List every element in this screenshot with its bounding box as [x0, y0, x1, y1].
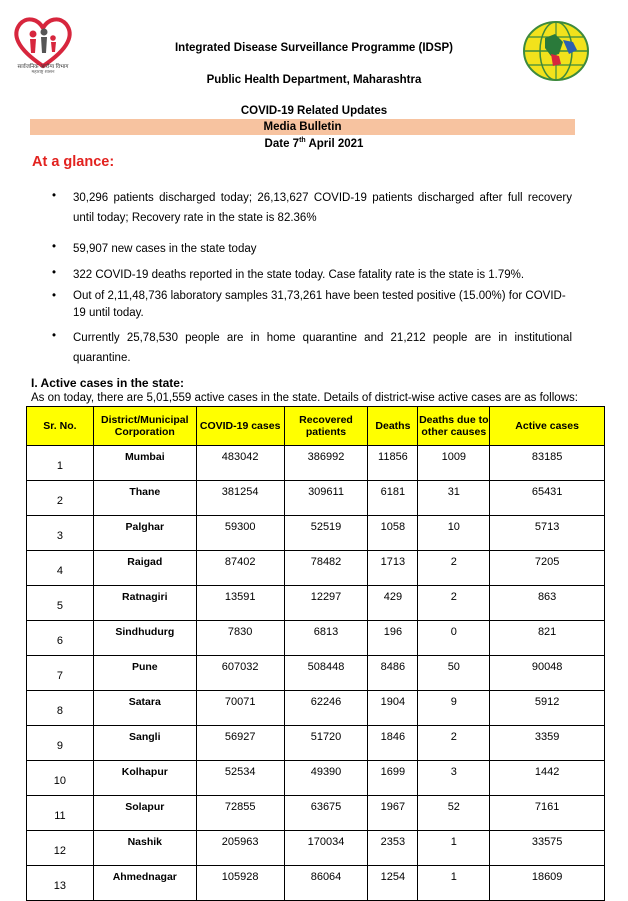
active-cell: 1442	[490, 761, 605, 796]
bullet-icon: •	[52, 190, 57, 202]
recovered-cell: 52519	[284, 516, 368, 551]
district-cell: Solapur	[93, 796, 196, 831]
table-body	[27, 446, 605, 901]
recovered-cell: 51720	[284, 726, 368, 761]
other-deaths-cell: 50	[418, 656, 490, 691]
deaths-cell: 1904	[368, 691, 418, 726]
deaths-cell: 429	[368, 586, 418, 621]
district-cell: Thane	[93, 481, 196, 516]
other-deaths-cell: 9	[418, 691, 490, 726]
covid-cases-cell: 483042	[196, 446, 284, 481]
col-header-sr-no: Sr. No.	[27, 407, 94, 446]
district-cell: Palghar	[93, 516, 196, 551]
other-deaths-cell: 1	[418, 831, 490, 866]
other-deaths-cell: 2	[418, 586, 490, 621]
active-cell: 5713	[490, 516, 605, 551]
recovered-cell: 86064	[284, 866, 368, 901]
table-row	[27, 761, 605, 796]
covid-cases-cell: 105928	[196, 866, 284, 901]
active-cell: 7205	[490, 551, 605, 586]
bullet-icon: •	[52, 267, 57, 279]
recovered-cell: 78482	[284, 551, 368, 586]
covid-cases-cell: 56927	[196, 726, 284, 761]
bullet-icon: •	[52, 241, 57, 253]
bullet-icon: •	[52, 330, 57, 342]
active-cell: 821	[490, 621, 605, 656]
sr-no-cell: 7	[27, 656, 94, 691]
district-cell: Nashik	[93, 831, 196, 866]
other-deaths-cell: 2	[418, 551, 490, 586]
media-bulletin-band: Media Bulletin	[30, 119, 575, 135]
district-cell: Sindhudurg	[93, 621, 196, 656]
district-cell: Kolhapur	[93, 761, 196, 796]
bullet-text: 322 COVID-19 deaths reported in the state today. Case fatality rate is the state is 1.79%.	[73, 269, 525, 281]
logo-subcaption: महाराष्ट्र शासन	[31, 69, 55, 74]
recovered-cell: 62246	[284, 691, 368, 726]
sr-no-cell: 10	[27, 761, 94, 796]
deaths-cell: 6181	[368, 481, 418, 516]
updates-title: COVID-19 Related Updates	[240, 105, 388, 117]
deaths-cell: 8486	[368, 656, 418, 691]
district-cell: Ahmednagar	[93, 866, 196, 901]
table-row	[27, 831, 605, 866]
date-sup: th	[299, 137, 306, 144]
other-deaths-cell: 2	[418, 726, 490, 761]
active-cell: 18609	[490, 866, 605, 901]
covid-cases-cell: 7830	[196, 621, 284, 656]
active-cell: 90048	[490, 656, 605, 691]
deaths-cell: 11856	[368, 446, 418, 481]
other-deaths-cell: 10	[418, 516, 490, 551]
deaths-cell: 1699	[368, 761, 418, 796]
programme-title: Integrated Disease Surveillance Programme (IDSP)	[174, 42, 454, 54]
at-a-glance-heading: At a glance:	[32, 154, 115, 170]
department-title: Public Health Department, Maharashtra	[206, 74, 422, 86]
col-header-covid-cases: COVID-19 cases	[196, 407, 284, 446]
covid-cases-cell: 205963	[196, 831, 284, 866]
district-cell: Pune	[93, 656, 196, 691]
sr-no-cell: 2	[27, 481, 94, 516]
table-row	[27, 656, 605, 691]
district-cell: Sangli	[93, 726, 196, 761]
sr-no-cell: 3	[27, 516, 94, 551]
district-cases-table	[26, 406, 605, 901]
table-row	[27, 621, 605, 656]
covid-cases-cell: 13591	[196, 586, 284, 621]
recovered-cell: 309611	[284, 481, 368, 516]
table-header-row	[27, 407, 605, 446]
col-header-district: District/Municipal Corporation	[93, 407, 196, 446]
sr-no-cell: 4	[27, 551, 94, 586]
active-cell: 7161	[490, 796, 605, 831]
table-row	[27, 691, 605, 726]
logo-caption: सार्वजनिक आरोग्य विभाग	[17, 64, 69, 70]
col-header-deaths: Deaths	[368, 407, 418, 446]
deaths-cell: 196	[368, 621, 418, 656]
recovered-cell: 49390	[284, 761, 368, 796]
recovered-cell: 508448	[284, 656, 368, 691]
bullet-text: 59,907 new cases in the state today	[73, 243, 257, 255]
recovered-cell: 386992	[284, 446, 368, 481]
deaths-cell: 1846	[368, 726, 418, 761]
table-row	[27, 516, 605, 551]
other-deaths-cell: 31	[418, 481, 490, 516]
table-row	[27, 866, 605, 901]
district-cell: Raigad	[93, 551, 196, 586]
section-intro: As on today, there are 5,01,559 active cases in the state. Details of district-wise active cases are as follows:	[31, 392, 578, 404]
sr-no-cell: 5	[27, 586, 94, 621]
recovered-cell: 12297	[284, 586, 368, 621]
col-header-active: Active cases	[490, 407, 605, 446]
active-cell: 33575	[490, 831, 605, 866]
recovered-cell: 6813	[284, 621, 368, 656]
deaths-cell: 1058	[368, 516, 418, 551]
deaths-cell: 2353	[368, 831, 418, 866]
active-cell: 3359	[490, 726, 605, 761]
deaths-cell: 1967	[368, 796, 418, 831]
bullet-text: Out of 2,11,48,736 laboratory samples 31,73,261 have been tested positive (15.00%) for COVID-19 until today.	[73, 290, 566, 319]
table-row	[27, 551, 605, 586]
recovered-cell: 170034	[284, 831, 368, 866]
sr-no-cell: 6	[27, 621, 94, 656]
bulletin-date	[0, 137, 628, 150]
table-row	[27, 726, 605, 761]
sr-no-cell: 8	[27, 691, 94, 726]
active-cell: 863	[490, 586, 605, 621]
other-deaths-cell: 1	[418, 866, 490, 901]
covid-cases-cell: 52534	[196, 761, 284, 796]
other-deaths-cell: 1009	[418, 446, 490, 481]
sr-no-cell: 11	[27, 796, 94, 831]
district-cell: Ratnagiri	[93, 586, 196, 621]
table-row	[27, 481, 605, 516]
other-deaths-cell: 52	[418, 796, 490, 831]
sr-no-cell: 9	[27, 726, 94, 761]
covid-cases-cell: 87402	[196, 551, 284, 586]
covid-cases-cell: 70071	[196, 691, 284, 726]
deaths-cell: 1254	[368, 866, 418, 901]
other-deaths-cell: 0	[418, 621, 490, 656]
active-cell: 5912	[490, 691, 605, 726]
table-row	[27, 446, 605, 481]
recovered-cell: 63675	[284, 796, 368, 831]
district-cell: Mumbai	[93, 446, 196, 481]
sr-no-cell: 12	[27, 831, 94, 866]
deaths-cell: 1713	[368, 551, 418, 586]
date-suffix: April 2021	[305, 137, 364, 150]
table-row	[27, 586, 605, 621]
covid-cases-cell: 607032	[196, 656, 284, 691]
bullet-text: Currently 25,78,530 people are in home quarantine and 21,212 people are in institutional quarantine.	[73, 332, 572, 364]
col-header-other-deaths: Deaths due to other causes	[418, 407, 490, 446]
sr-no-cell: 1	[27, 446, 94, 481]
active-cell: 83185	[490, 446, 605, 481]
col-header-recovered: Recovered patients	[284, 407, 368, 446]
date-prefix: Date 7	[264, 137, 300, 150]
table-row	[27, 796, 605, 831]
other-deaths-cell: 3	[418, 761, 490, 796]
covid-cases-cell: 381254	[196, 481, 284, 516]
district-cell: Satara	[93, 691, 196, 726]
active-cell: 65431	[490, 481, 605, 516]
covid-cases-cell: 59300	[196, 516, 284, 551]
section-title: I. Active cases in the state:	[31, 376, 184, 390]
bullet-icon: •	[52, 290, 57, 302]
sr-no-cell: 13	[27, 866, 94, 901]
bullet-text: 30,296 patients discharged today; 26,13,627 COVID-19 patients discharged after full recovery until today; Recovery rate in the state is 82.36%	[73, 192, 572, 224]
covid-cases-cell: 72855	[196, 796, 284, 831]
